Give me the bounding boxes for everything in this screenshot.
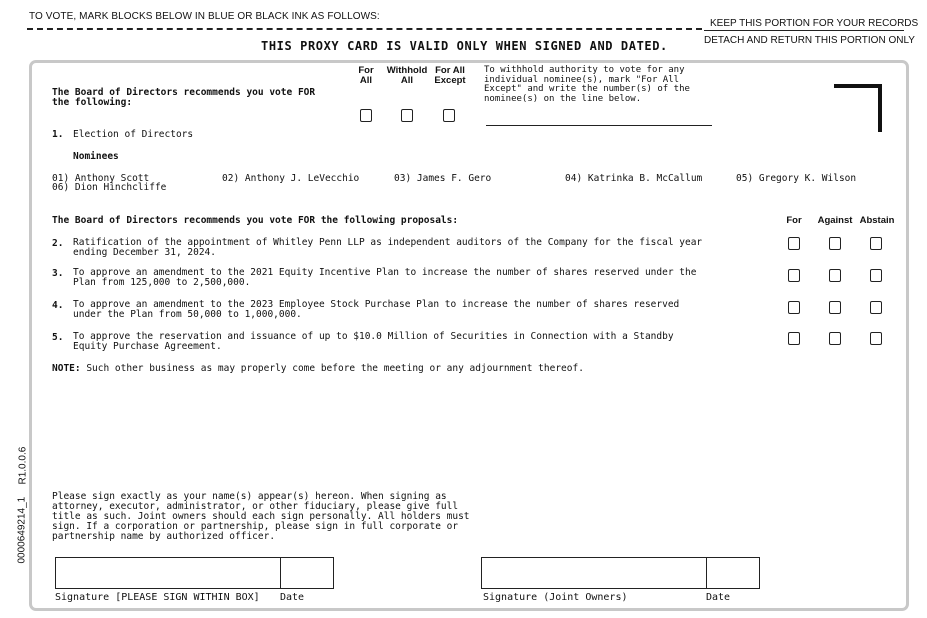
item-1-number: 1. — [52, 129, 64, 140]
control-id: 0000649214_1 — [16, 496, 28, 564]
note-text: Such other business as may properly come before the meeting or any adjournment thereof. — [80, 363, 584, 374]
proposal-3-abstain-checkbox[interactable] — [870, 269, 882, 282]
nominee-05: 05) Gregory K. Wilson — [736, 173, 857, 184]
detach-portion-label: DETACH AND RETURN THIS PORTION ONLY — [704, 35, 915, 46]
proposal-5-text: To approve the reservation and issuance of up to $10.0 Million of Securities in Connection with a Standby Equity Purchase Agreement. — [73, 331, 674, 352]
detach-dashed-line — [27, 28, 702, 30]
for-all-except-checkbox[interactable] — [443, 109, 455, 122]
proposals-recommendation: The Board of Directors recommends you vote FOR the following proposals: — [52, 215, 459, 226]
col-withhold-all: Withhold All — [386, 65, 428, 86]
nominee-04: 04) Katrinka B. McCallum — [565, 173, 703, 184]
keep-portion-label: KEEP THIS PORTION FOR YOUR RECORDS — [710, 18, 919, 29]
joint-date-label: Date — [706, 592, 731, 603]
note-label: NOTE: — [52, 363, 81, 374]
note — [52, 364, 584, 374]
proposal-5-number: 5. — [52, 332, 64, 343]
version-label: R1.0.0.6 — [17, 446, 29, 485]
item-1-label: Election of Directors — [73, 129, 194, 140]
valid-notice: THIS PROXY CARD IS VALID ONLY WHEN SIGNED AND DATED. — [261, 39, 668, 53]
vote-instructions: TO VOTE, MARK BLOCKS BELOW IN BLUE OR BLACK INK AS FOLLOWS: — [29, 11, 380, 22]
proposal-4-against-checkbox[interactable] — [829, 301, 841, 314]
keep-portion-rule — [704, 30, 904, 31]
nominee-03: 03) James F. Gero — [394, 173, 492, 184]
col-abstain: Abstain — [859, 215, 895, 226]
proposal-5-abstain-checkbox[interactable] — [870, 332, 882, 345]
directors-recommendation: The Board of Directors recommends you vote FOR the following: — [52, 87, 316, 108]
withhold-all-checkbox[interactable] — [401, 109, 413, 122]
col-for-all: For All — [358, 65, 374, 86]
signature-label: Signature [PLEASE SIGN WITHIN BOX] — [55, 592, 260, 603]
proposal-3-against-checkbox[interactable] — [829, 269, 841, 282]
proposal-2-text: Ratification of the appointment of Whitley Penn LLP as independent auditors of the Company for the fiscal year ending December 31, 2024. — [73, 237, 703, 258]
date-label: Date — [280, 592, 305, 603]
signing-instructions: Please sign exactly as your name(s) appear(s) hereon. When signing as attorney, executor, administrator, or other fiduciary, please give full title as such. Joint owners should each sign personally. All holders must sign. If a corporation or partnership, please sign in full corporate or partnership name by authorized officer. — [52, 491, 470, 542]
proposal-3-text: To approve an amendment to the 2021 Equity Incentive Plan to increase the number of shares reserved under the Plan from 125,000 to 2,500,000. — [73, 267, 697, 288]
for-all-checkbox[interactable] — [360, 109, 372, 122]
proposal-5-against-checkbox[interactable] — [829, 332, 841, 345]
proposal-3-for-checkbox[interactable] — [788, 269, 800, 282]
proposal-2-abstain-checkbox[interactable] — [870, 237, 882, 250]
proposal-2-against-checkbox[interactable] — [829, 237, 841, 250]
col-against: Against — [817, 215, 853, 226]
proposal-4-abstain-checkbox[interactable] — [870, 301, 882, 314]
joint-date-box[interactable] — [705, 557, 760, 589]
col-for-all-except: For All Except — [434, 65, 466, 86]
withhold-nominee-line[interactable] — [486, 125, 712, 126]
nominee-02: 02) Anthony J. LeVecchio — [222, 173, 360, 184]
proposal-5-for-checkbox[interactable] — [788, 332, 800, 345]
nominee-01: 01) Anthony Scott — [52, 173, 150, 184]
proposal-2-for-checkbox[interactable] — [788, 237, 800, 250]
joint-signature-box[interactable] — [481, 557, 707, 589]
date-box[interactable] — [279, 557, 334, 589]
proposal-4-number: 4. — [52, 300, 64, 311]
proposal-3-number: 3. — [52, 268, 64, 279]
signature-box[interactable] — [55, 557, 281, 589]
proposal-4-for-checkbox[interactable] — [788, 301, 800, 314]
corner-mark — [834, 84, 882, 132]
proposal-4-text: To approve an amendment to the 2023 Employee Stock Purchase Plan to increase the number of shares reserved under the Plan from 50,000 to 1,000,000. — [73, 299, 680, 320]
joint-signature-label: Signature (Joint Owners) — [483, 592, 628, 603]
withhold-instruction: To withhold authority to vote for any individual nominee(s), mark "For All Except" and write the number(s) of the nominee(s) on the line below. — [484, 65, 690, 104]
col-for: For — [786, 215, 802, 226]
proposal-2-number: 2. — [52, 238, 64, 249]
nominees-label: Nominees — [73, 151, 119, 162]
nominee-06: 06) Dion Hinchcliffe — [52, 182, 167, 193]
